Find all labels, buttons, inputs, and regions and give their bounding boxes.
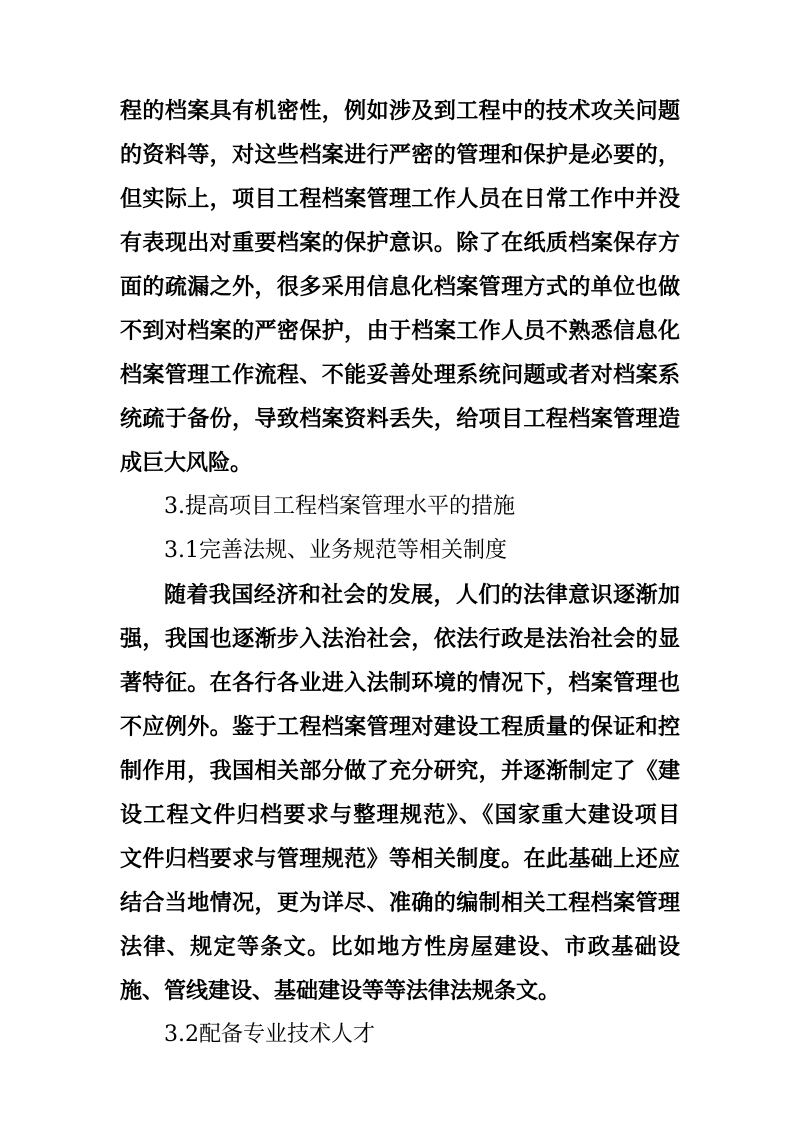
section-heading-3-2: 3.2配备专业技术人才 (164, 1022, 375, 1047)
paragraph-line: 著特征。在各行各业进入法制环境的情况下，档案管理也 (120, 670, 680, 696)
paragraph-line: 面的疏漏之外，很多采用信息化档案管理方式的单位也做 (120, 274, 680, 300)
paragraph-line: 施、管线建设、基础建设等等法律法规条文。 (120, 978, 561, 1004)
paragraph-line: 结合当地情况，更为详尽、准确的编制相关工程档案管理 (120, 890, 680, 916)
paragraph-line: 制作用，我国相关部分做了充分研究，并逐渐制定了《建 (120, 758, 680, 784)
paragraph-line: 不应例外。鉴于工程档案管理对建设工程质量的保证和控 (120, 714, 680, 740)
paragraph-line: 设工程文件归档要求与整理规范》、《国家重大建设项目 (120, 802, 680, 828)
paragraph-line: 的资料等，对这些档案进行严密的管理和保护是必要的， (120, 142, 680, 168)
paragraph-line: 档案管理工作流程、不能妥善处理系统问题或者对档案系 (120, 362, 680, 388)
section-heading-3-1: 3.1完善法规、业务规范等相关制度 (164, 538, 507, 563)
paragraph-line: 法律、规定等条文。比如地方性房屋建设、市政基础设 (120, 934, 680, 960)
paragraph-line: 但实际上，项目工程档案管理工作人员在日常工作中并没 (120, 186, 680, 212)
paragraph-line: 文件归档要求与管理规范》等相关制度。在此基础上还应 (120, 846, 680, 872)
section-heading-3: 3.提高项目工程档案管理水平的措施 (164, 494, 515, 519)
paragraph-line: 不到对档案的严密保护，由于档案工作人员不熟悉信息化 (120, 318, 680, 344)
paragraph-line: 程的档案具有机密性，例如涉及到工程中的技术攻关问题 (120, 98, 680, 124)
paragraph-line: 统疏于备份，导致档案资料丢失，给项目工程档案管理造 (120, 406, 680, 432)
paragraph-line: 强，我国也逐渐步入法治社会，依法行政是法治社会的显 (120, 626, 680, 652)
paragraph-line: 成巨大风险。 (120, 450, 253, 476)
paragraph-line: 有表现出对重要档案的保护意识。除了在纸质档案保存方 (120, 230, 680, 256)
paragraph-line: 随着我国经济和社会的发展，人们的法律意识逐渐加 (164, 582, 680, 608)
